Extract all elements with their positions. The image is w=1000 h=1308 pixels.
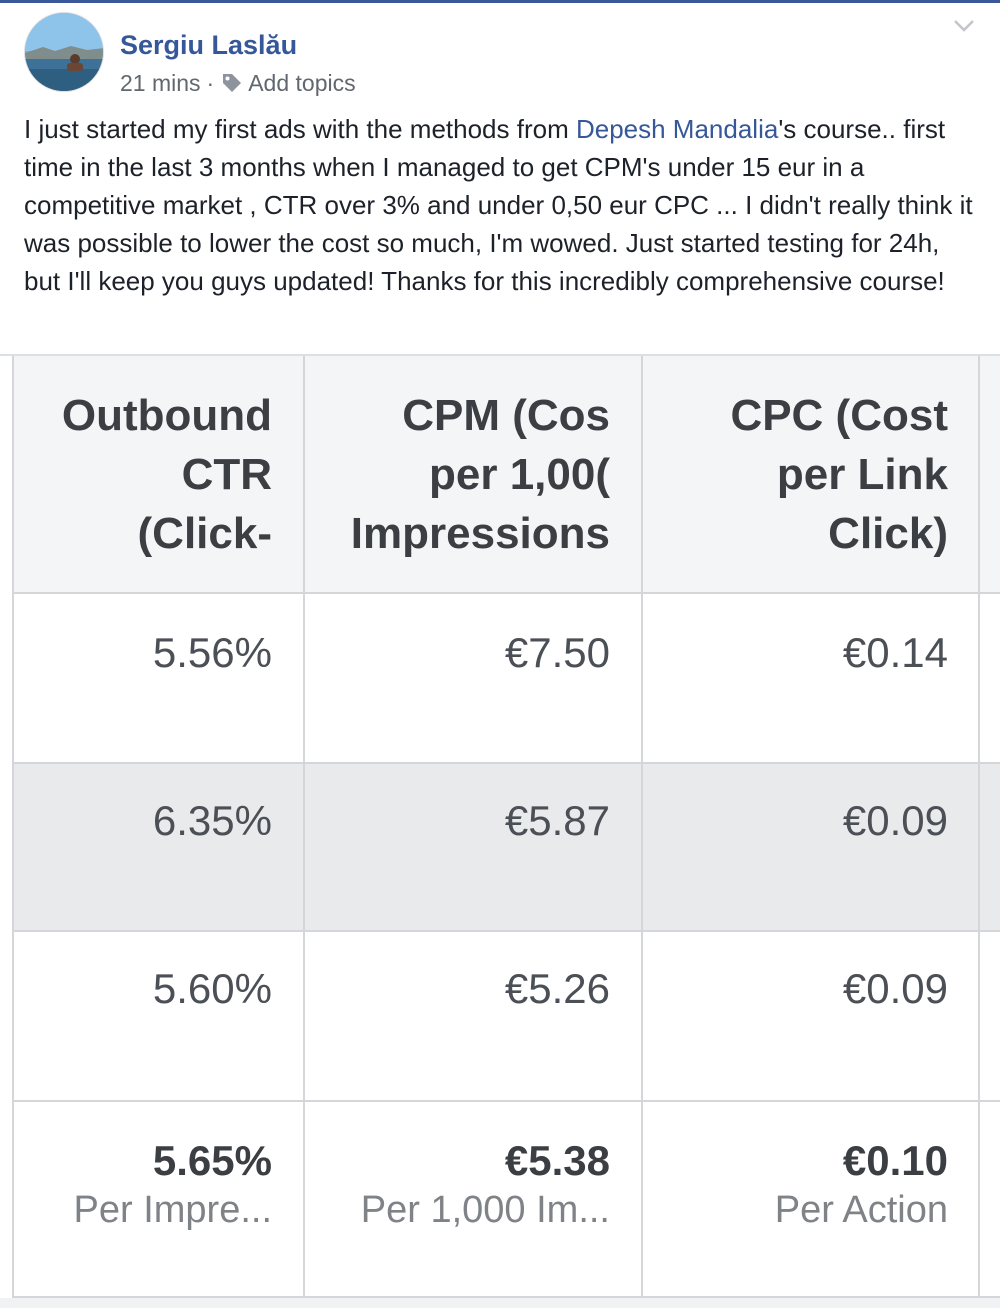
post-body xyxy=(24,110,974,300)
header-line: per 1,00( xyxy=(429,450,610,499)
table-total-row xyxy=(14,1102,1000,1298)
post-header xyxy=(24,12,984,96)
header-line: Outbound xyxy=(61,391,272,440)
post-meta xyxy=(120,69,356,97)
header-line: per Link xyxy=(776,450,948,499)
cpm-cell: €5.87 xyxy=(504,797,610,844)
header-outbound-ctr xyxy=(14,386,272,563)
total-subtitle: Per 1,000 Im... xyxy=(360,1189,610,1231)
header-cpm xyxy=(306,386,610,563)
author-name[interactable]: Sergiu Laslău xyxy=(120,30,298,60)
meta-separator: · xyxy=(206,70,215,96)
mention-link[interactable]: Depesh Mandalia xyxy=(575,114,779,144)
post-timestamp[interactable]: 21 mins xyxy=(120,70,201,96)
post-text-end: 's course.. first time in the last 3 months when I managed to get CPM's under 15 eur in a competitive market , CTR over 3% and under 0,50 eur CPC ... I didn't really think it was possible to lower the cost so much, I'm wowed. Just started testing for 24h, but I'll keep you guys updated! Thanks for this incredibly comprehensive course! xyxy=(24,114,973,296)
header-line: CTR xyxy=(181,450,272,499)
column-divider xyxy=(303,356,305,1298)
table-header-row xyxy=(14,356,1000,594)
total-value: 5.65% xyxy=(152,1137,272,1184)
post-text-start: I just started my first ads with the methods from xyxy=(24,114,576,144)
header-line: CPM (Cos xyxy=(402,391,610,440)
ctr-cell: 5.56% xyxy=(152,629,272,676)
table-row xyxy=(14,932,1000,1102)
table-row xyxy=(14,764,1000,932)
header-line: Click) xyxy=(828,509,948,558)
avatar[interactable] xyxy=(24,12,104,92)
cpc-total-cell xyxy=(644,1136,948,1234)
column-divider xyxy=(978,356,980,1298)
tag-icon[interactable] xyxy=(220,71,244,95)
metrics-table xyxy=(12,356,1000,1308)
cpm-cell: €7.50 xyxy=(504,629,610,676)
cpc-cell: €0.09 xyxy=(842,965,948,1012)
total-value: €0.10 xyxy=(842,1137,948,1184)
cpm-cell: €5.26 xyxy=(504,965,610,1012)
header-line: CPC (Cost xyxy=(730,391,948,440)
total-subtitle: Per Action xyxy=(774,1189,948,1231)
cpm-total-cell xyxy=(306,1136,610,1234)
image-bottom-edge xyxy=(0,1298,1000,1308)
header-line: (Click- xyxy=(137,509,272,558)
header-cpc xyxy=(644,386,948,563)
ctr-cell: 5.60% xyxy=(152,965,272,1012)
total-value: €5.38 xyxy=(504,1137,610,1184)
table-row xyxy=(14,594,1000,764)
top-border xyxy=(0,0,1000,3)
cpc-cell: €0.14 xyxy=(842,629,948,676)
add-topics-link[interactable]: Add topics xyxy=(248,70,356,96)
attached-image[interactable] xyxy=(0,356,1000,1308)
column-divider xyxy=(641,356,643,1298)
total-subtitle: Per Impre... xyxy=(73,1189,272,1231)
ctr-cell: 6.35% xyxy=(152,797,272,844)
ctr-total-cell xyxy=(14,1136,272,1234)
chevron-down-icon[interactable] xyxy=(952,18,976,34)
header-line: Impressions xyxy=(350,509,610,558)
cpc-cell: €0.09 xyxy=(842,797,948,844)
